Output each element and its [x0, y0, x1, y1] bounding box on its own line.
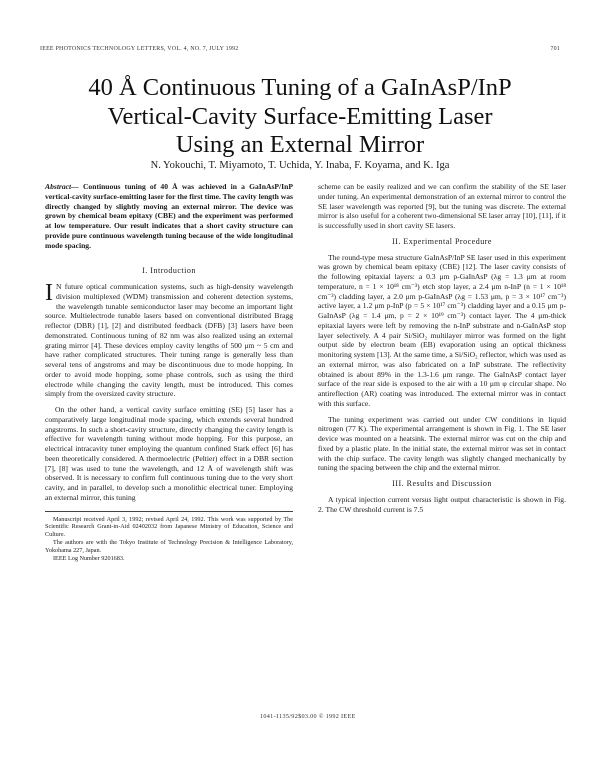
title-line-1: 40 Å Continuous Tuning of a GaInAsP/InP — [88, 74, 512, 101]
paper-title — [40, 74, 560, 160]
journal-citation: IEEE PHOTONICS TECHNOLOGY LETTERS, VOL. 4, NO. 7, JULY 1992 — [40, 46, 239, 52]
intro-paragraph-1-text: N future optical communication systems, such as high-density wavelength division multiplexed (WDM) transmission and coherent detection systems, the wavelength tunable semiconductor laser may become an important light source. Multielectrode tunable lasers based on conventional distributed Bragg reflector (DBR) [1], [2] and distributed feedback (DFB) [3] lasers have been demonstrated. Continuous tuning of 82 nm was also realized using an external grating mirror [4]. These devices employ cavity lengths of 500 μm ~ 5 cm and have rather complicated structures. Their tuning range is generally less than several tens of angstroms and may be discontinuous due to mode hopping. In order to avoid mode hopping, some phase controls, such as using the third electrode while changing the cavity length, must be introduced. This comes simply from the oversized cavity structure. — [45, 282, 293, 399]
abstract-label: Abstract— — [45, 182, 79, 191]
section-heading-results: III. Results and Discussion — [392, 479, 492, 488]
results-paragraph-1: A typical injection current versus light output characteristic is shown in Fig. 2. The CW threshold current is 7.5 — [318, 494, 566, 514]
title-line-3: Using an External Mirror — [175, 131, 425, 158]
footnote-affiliation: The authors are with the Tokyo Institute of Technology Precision & Intelligence Laboratory, Yokohama 227, Japan. — [45, 539, 293, 554]
running-head — [40, 46, 560, 52]
title-line-2: Vertical-Cavity Surface-Emitting Laser — [107, 102, 493, 130]
abstract — [45, 182, 293, 250]
section-heading-introduction: I. Introduction — [142, 266, 196, 276]
section-heading-experimental: II. Experimental Procedure — [392, 236, 492, 246]
left-column — [45, 182, 293, 564]
authors: N. Yokouchi, T. Miyamoto, T. Uchida, Y. Inaba, F. Koyama, and K. Iga — [150, 160, 450, 171]
footnote-manuscript: Manuscript received April 3, 1992; revised April 24, 1992. This work was supported by The Scientific Research Grant-in-Aid 02402032 from Japanese Ministry of Education, Science and Culture. — [45, 515, 293, 538]
abstract-text: Continuous tuning of 40 Å was achieved in a GaInAsP/InP vertical-cavity surface-emitting laser for the first time. The cavity length was directly changed by slightly moving an external mirror. The device was grown by chemical beam epitaxy (CBE) and the experiment was performed at low temperature. Our result indicates that a short cavity structure can provide pure continuous wavelength tuning because of the wide longitudinal mode spacing. — [45, 182, 293, 250]
intro-continuation: scheme can be easily realized and we can confirm the stability of the SE laser under tuning. An experimental demonstration of an external mirror to control the SE laser wavelength was reported [9], but the tuning was discrete. The external mirror is also useful for a coherent two-dimensional SE laser array [10], [11], if it is successfully used in short cavity SE lasers. — [318, 182, 566, 230]
page-number: 701 — [550, 46, 560, 52]
copyright-line: 1041-1135/92$03.00 © 1992 IEEE — [260, 713, 356, 720]
intro-paragraph-2: On the other hand, a vertical cavity surface emitting (SE) [5] laser has a comparatively large longitudinal mode spacing, which extends several hundred angstroms. In such a short-cavity structure, directly changing the cavity length is effective for wavelength tuning without mode hopping. For this purpose, an electrical intracavity tuner employing the quantum confined Stark effect [6] has been theoretically considered. A thermoelectric (Peltier) effect in a DBR section [7], [8] was used to tune the wavelength, and 12 Å of wavelength shift was observed. It is necessary to confirm full continuous tuning due to the very short cavity, and in parallel, to develop such a monolithic electrical tuner. Employing an external mirror, this tuning — [45, 405, 293, 502]
footnote — [45, 511, 293, 564]
drop-cap: I — [45, 280, 53, 306]
footnote-log-number: IEEE Log Number 9201683. — [53, 555, 125, 563]
experimental-paragraph-1: The round-type mesa structure GaInAsP/InP SE laser used in this experiment was grown by chemical beam epitaxy (CBE) [12]. The laser cavity consists of the following epitaxial layers: a 0.3 μm p-GaInAsP (λg = 1.3 μm at room temperature, n = 1 × 10¹⁸ cm⁻³) etch stop layer, a 2.4 μm n-InP (n = 1 × 10¹⁸ cm⁻³) cladding layer, a 2.0 μm p-GaInAsP (λg = 1.53 μm, p = 3 × 10¹⁷ cm⁻³) active layer, a 1.2 μm p-InP (p = 5 × 10¹⁷ cm⁻³) cladding layer and a 0.15 μm p-GaInAsP (λg = 1.4 μm, p = 2 × 10¹⁹ cm⁻³) contact layer. The 4 μm-thick epitaxial layers were left by removing the n-InP substrate and n-GaInAsP stop layer selectively. A 4 pair Si/SiO₂ multilayer mirror was formed on the light output side by electron beam (EB) evaporation using an optical thickness monitoring system [13]. At the same time, a Si/SiO₂ reflector, which was used as an external mirror, was also fabricated on a InP substrate. The reflectivity obtained is about 89% in the 1.3-1.6 μm range. The GaInAsP contact layer surface of the rear side is exposed to the air with a 10 μm φ circular shape. No antireflection (AR) coating was introduced. The external mirror was in contact with this surface. — [318, 252, 566, 408]
experimental-paragraph-2: The tuning experiment was carried out under CW conditions in liquid nitrogen (77 K). The experimental arrangement is shown in Fig. 1. The SE laser device was mounted on a heatsink. The external mirror was cut on the chip and fixed by a plastic plate. In the initial state, the external mirror was set in contact with the chip surface. The cavity length was slightly changed mechanically by tuning the spacing between the chip and the external mirror. — [318, 414, 566, 473]
intro-paragraph-1 — [45, 282, 293, 399]
right-column — [318, 182, 566, 520]
